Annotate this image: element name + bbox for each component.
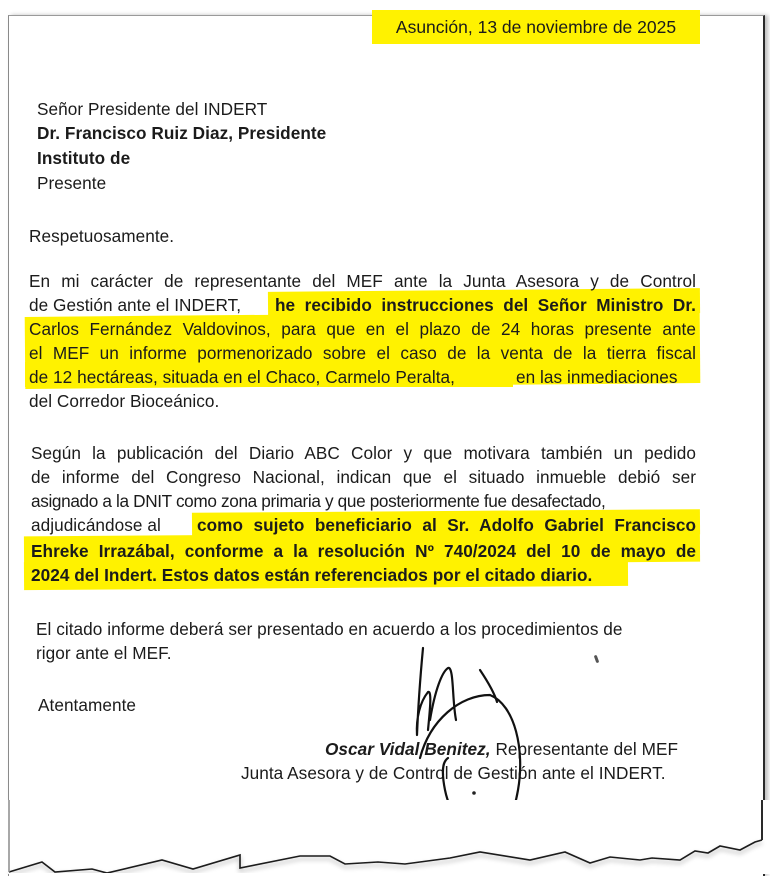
recipient-line-3: Instituto de: [37, 148, 131, 168]
recipient-line-2: Dr. Francisco Ruiz Diaz, Presidente: [37, 123, 327, 143]
signatory-title: Representante del MEF: [495, 739, 679, 759]
salutation: Respetuosamente.: [29, 226, 175, 246]
signatory-name: Oscar Vidal Benitez,: [325, 739, 491, 759]
p2-line-2: de informe del Congreso Nacional, indican que el situado inmueble debió ser: [31, 467, 696, 487]
p1-line-4: el MEF un informe pormenorizado sobre el caso de la venta de la tierra fiscal: [29, 343, 696, 363]
signature-line-2: Junta Asesora y de Control de Gestión ante el INDERT.: [241, 763, 666, 783]
p2-line-4a: adjudicándose al: [31, 515, 161, 535]
p1-line-6: del Corredor Bioceánico.: [29, 391, 220, 411]
p1-line-1: En mi carácter de representante del MEF ante la Junta Asesora y de Control: [29, 271, 696, 291]
p2-line-3: asignado a la DNIT como zona primaria y que posteriormente fue desafectado,: [31, 491, 606, 511]
torn-paper-edge: [0, 800, 770, 874]
p1-line-2a: de Gestión ante el INDERT,: [29, 295, 242, 315]
p1-line-2b: he recibido instrucciones del Señor Ministro Dr.: [275, 295, 696, 315]
p1-line-3: Carlos Fernández Valdovinos, para que en el plazo de 24 horas presente ante: [29, 319, 696, 339]
recipient-line-4: Presente: [37, 173, 107, 193]
p1-line-5a: de 12 hectáreas, situada en el Chaco, Carmelo Peralta,: [29, 367, 455, 387]
closing: Atentamente: [38, 695, 137, 715]
date-line: Asunción, 13 de noviembre de 2025: [372, 10, 700, 44]
p2-line-1: Según la publicación del Diario ABC Color y que motivara también un pedido: [31, 443, 696, 463]
recipient-line-1: Señor Presidente del INDERT: [37, 99, 268, 119]
p2-line-4b: como sujeto beneficiario al Sr. Adolfo Gabriel Francisco: [197, 515, 696, 535]
p3-line-1: El citado informe deberá ser presentado en acuerdo a los procedimientos de: [36, 619, 623, 639]
p2-line-5: Ehreke Irrazábal, conforme a la resolución Nº 740/2024 del 10 de mayo de: [31, 541, 696, 561]
p1-line-5b: en las inmediaciones: [516, 367, 678, 387]
p3-line-2: rigor ante el MEF.: [36, 643, 172, 663]
p2-line-6: 2024 del Indert. Estos datos están referenciados por el citado diario.: [31, 565, 593, 585]
